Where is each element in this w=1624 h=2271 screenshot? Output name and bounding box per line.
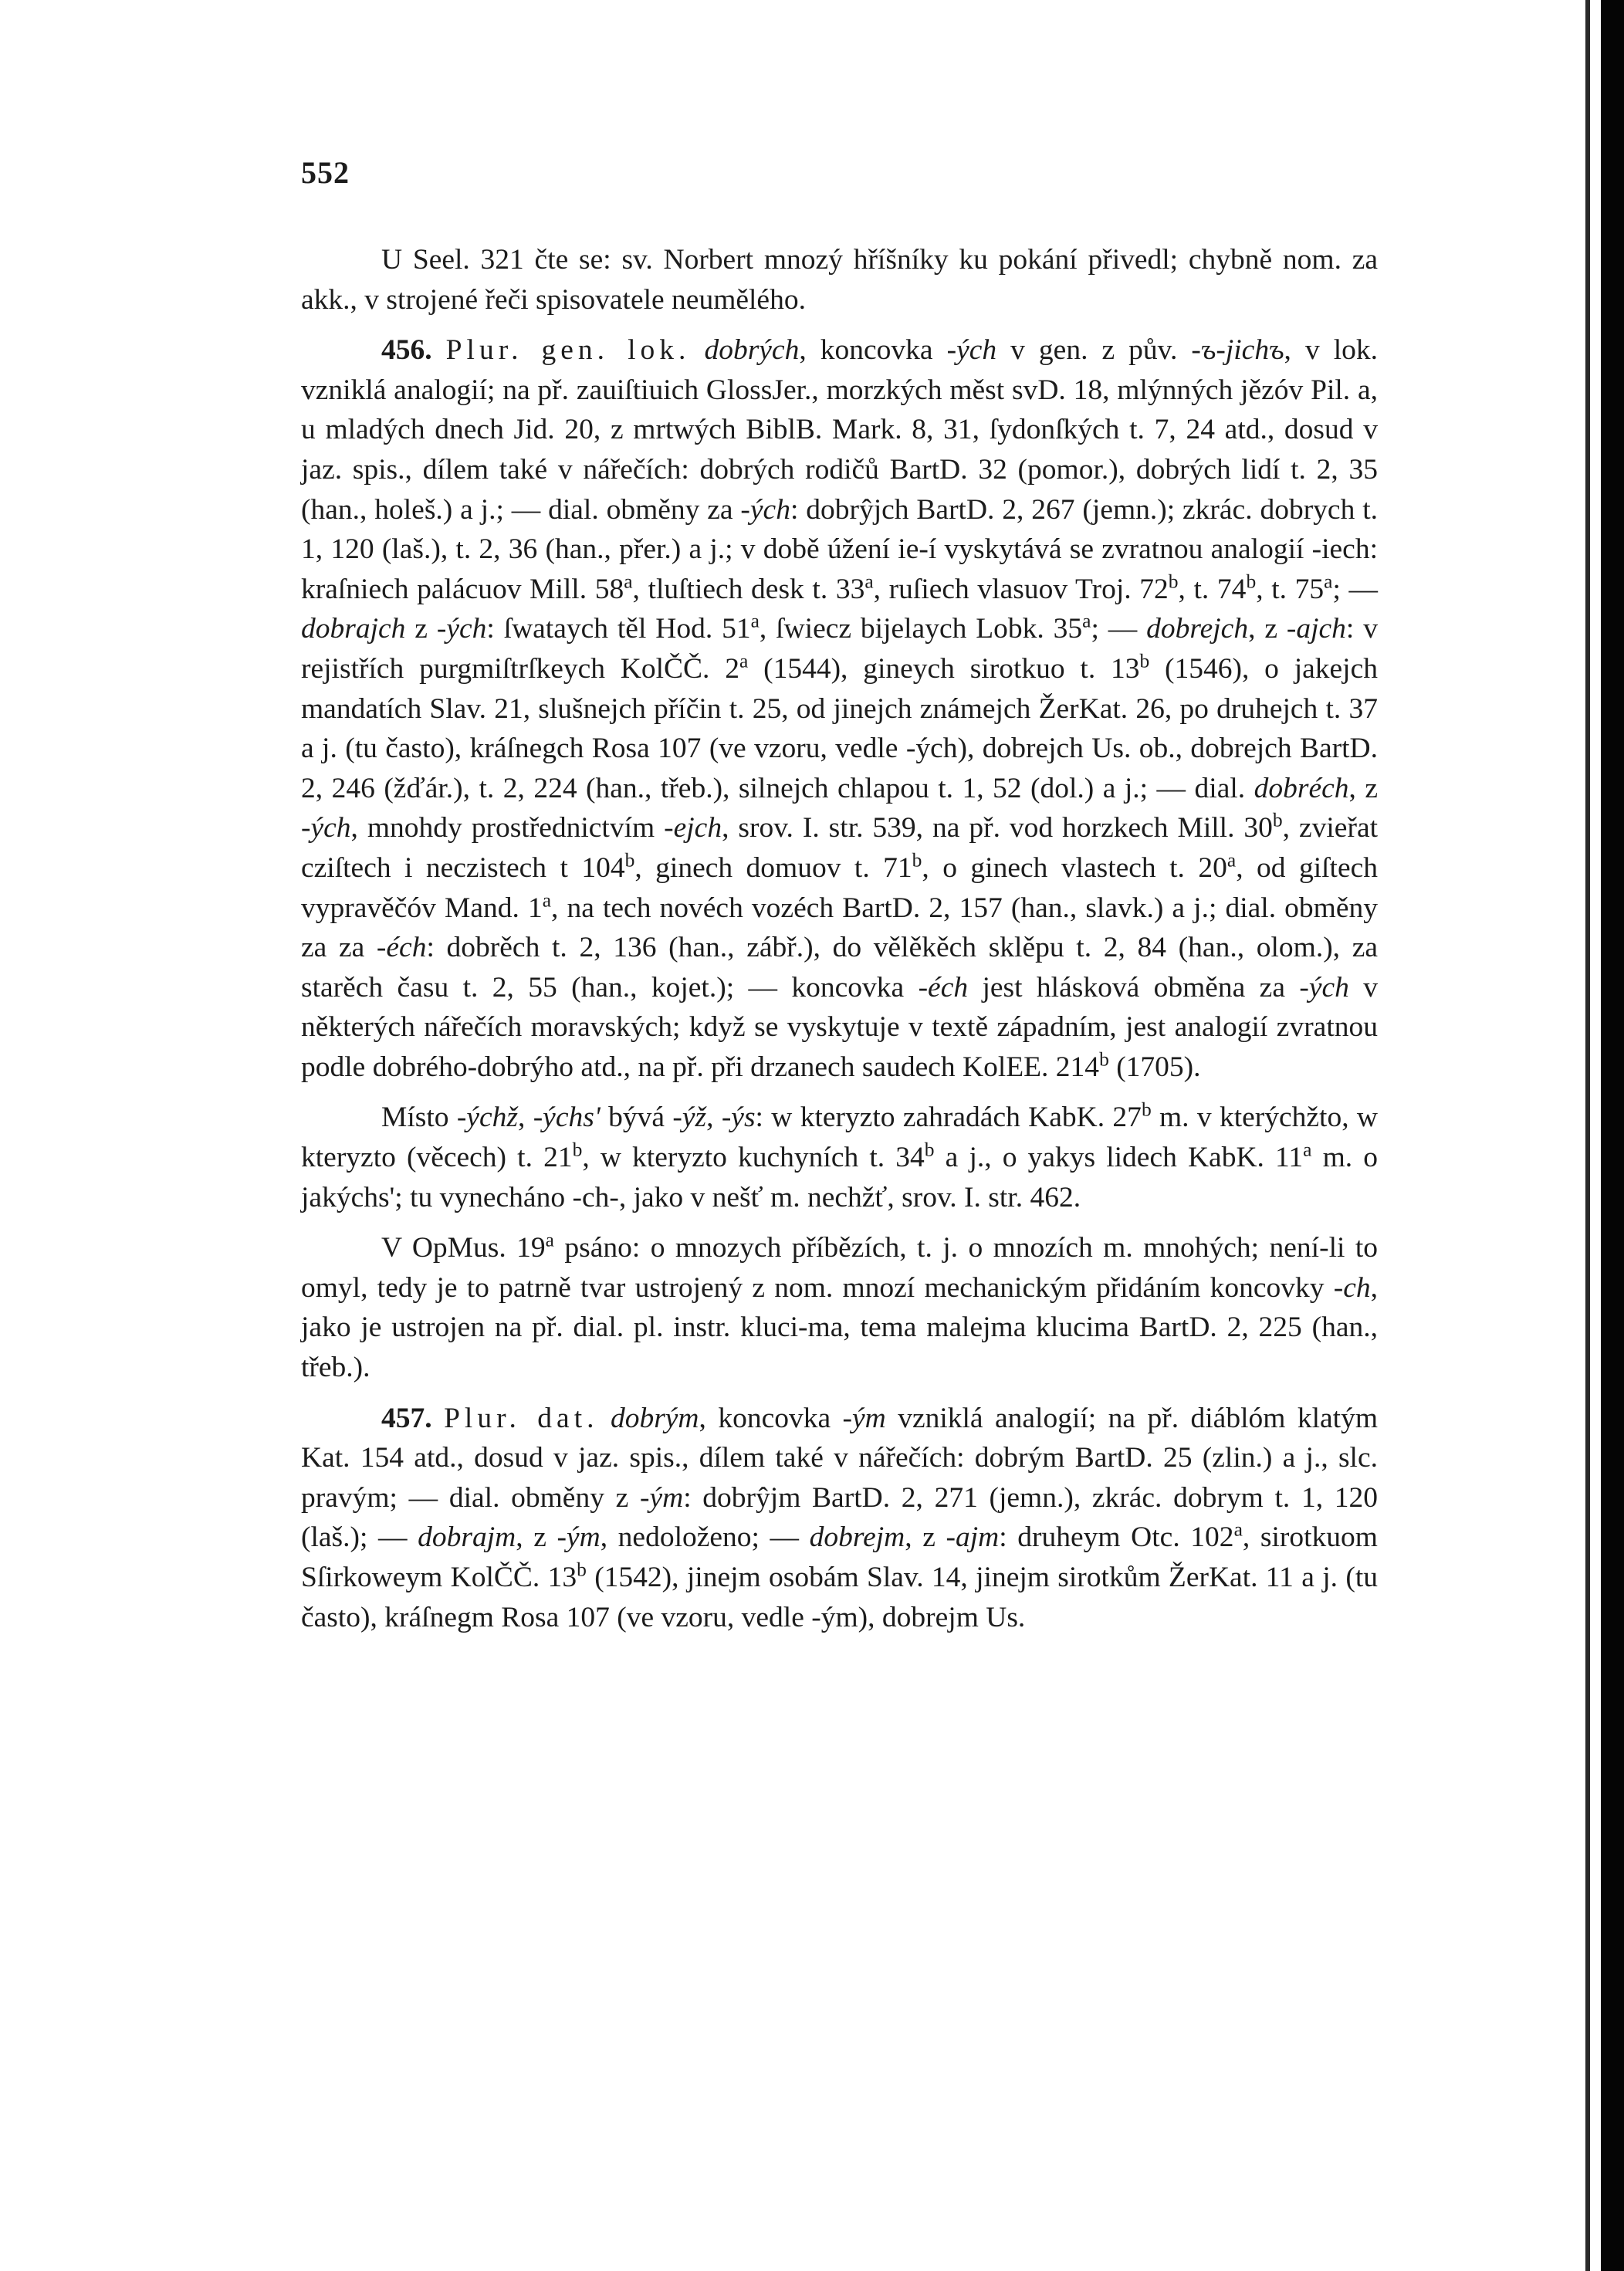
scan-edge-line xyxy=(1585,0,1590,2271)
paragraph-457: 457. Plur. dat. dobrým, koncovka -ým vzniklá analogií; na př. diáblóm klatým Kat. 154 atd., dosud v jaz. spis., dílem také v nářečích: dobrým BartD. 25 (zlin.) a j., slc. pravým; — dial. obměny z -ým: dobrŷjm BartD. 2, 271 (jemn.), zkrác. dobrym t. 1, 120 (laš.); — dobrajm, z -ým, nedoloženo; — dobrejm, z -ajm: druheym Otc. 102$^a$, sirotkuom Sſirkoweym KolČČ. 13$^b$ (1542), jinejm osobám Slav. 14, jinejm sirotkům ŽerKat. 11 a j. (tu často), kráſnegm Rosa 107 (ve vzoru, vedle -ým), dobrejm Us. xyxy=(301,1402,1378,1633)
page-content xyxy=(301,154,1378,1648)
section-heading-456: Plur. gen. lok. xyxy=(445,334,691,367)
page-number: 552 xyxy=(301,155,350,190)
section-number-456: 456. xyxy=(381,334,432,367)
section-number-457: 457. xyxy=(381,1402,432,1434)
paragraph-misto: Místo -ýchž, -ýchs' bývá -ýž, -ýs: w kteryzto zahradách KabK. 27$^b$ m. v kterýchžto, w kteryzto (věcech) t. 21$^b$, w kteryzto kuchyních t. 34$^b$ a j., o yakys lidech KabK. 11$^a$ m. o jakýchs'; tu vynecháno -ch-, jako v nešť m. nechžť, srov. I. str. 462. xyxy=(301,1098,1379,1213)
paragraph-seel: U Seel. 321 čte se: sv. Norbert mnozý hříšníky ku pokání přivedl; chybně nom. za akk., v strojené řeči spisovatele neumělého. xyxy=(301,244,1378,316)
scan-edge-shadow xyxy=(1601,0,1624,2271)
paragraph-456: 456. Plur. gen. lok. dobrých, koncovka -ých v gen. z pův. -ъ-jichъ, v lok. vzniklá analogií; na př. zauiſtiuich GlossJer., morzkých měst svD. 18, mlýnných jězóv Pil. a, u mladých dnech Jid. 20, z mrtwých BiblB. Mark. 8, 31, ſydonſkých t. 7, 24 atd., dosud v jaz. spis., dílem také v nářečích: dobrých rodičů BartD. 32 (pomor.), dobrých lidí t. 2, 35 (han., holeš.) a j.; — dial. obměny za -ých: dobrŷjch BartD. 2, 267 (jemn.); zkrác. dobrych t. 1, 120 (laš.), t. 2, 36 (han., přer.) a j.; v době úžení ie-í vyskytává se zvratnou analogií -iech: kraſniech palácuov Mill. 58$^a$, tluſtiech desk t. 33$^a$, ruſiech vlasuov Troj. 72$^b$, t. 74$^b$, t. 75$^a$; — dobrajch z -ých: ſwataych těl Hod. 51$^a$, ſwiecz bijelaych Lobk. 35$^a$; — dobrejch, z -ajch: v rejistřích purgmiſtrſkeych KolČČ. 2$^a$ (1544), gineych sirotkuo t. 13$^b$ (1546), o jakejch mandatích Slav. 21, slušnejch příčin t. 25, od jinejch známejch ŽerKat. 26, po druhejch t. 37 a j. (tu často), kráſnegch Rosa 107 (ve vzoru, vedle -ých), dobrejch Us. ob., dobrejch BartD. 2, 246 (žďár.), t. 2, 224 (han., třeb.), silnejch chlapou t. 1, 52 (dol.) a j.; — dial. dobréch, z -ých, mnohdy prostřednictvím -ejch, srov. I. str. 539, na př. vod horzkech Mill. 30$^b$, zvieřat cziſtech i neczistech t 104$^b$, ginech domuov t. 71$^b$, o ginech vlastech t. 20$^a$, od giſtech vypravěčóv Mand. 1$^a$, na tech novéch vozéch BartD. 2, 157 (han., slavk.) a j.; dial. obměny za za -éch: dobrěch t. 2, 136 (han., zábř.), do vělěkěch sklěpu t. 2, 84 (han., olom.), za starěch času t. 2, 55 (han., kojet.); — koncovka -éch jest hlásková obměna za -ých v některých nářečích moravských; když se vyskytuje v textě západním, jest analogií zvratnou podle dobrého-dobrýho atd., na př. při drzanech saudech KolEE. 214$^b$ (1705). xyxy=(301,334,1379,1083)
section-heading-457: Plur. dat. xyxy=(444,1402,599,1434)
paragraph-opmus: V OpMus. 19$^a$ psáno: o mnozych příbězích, t. j. o mnozích m. mnohých; není-li to omyl, tedy je to patrně tvar ustrojený z nom. mnozí mechanickým přidáním koncovky -ch, jako je ustrojen na př. dial. pl. instr. kluci-ma, tema malejma klucima BartD. 2, 225 (han., třeb.). xyxy=(301,1228,1378,1384)
